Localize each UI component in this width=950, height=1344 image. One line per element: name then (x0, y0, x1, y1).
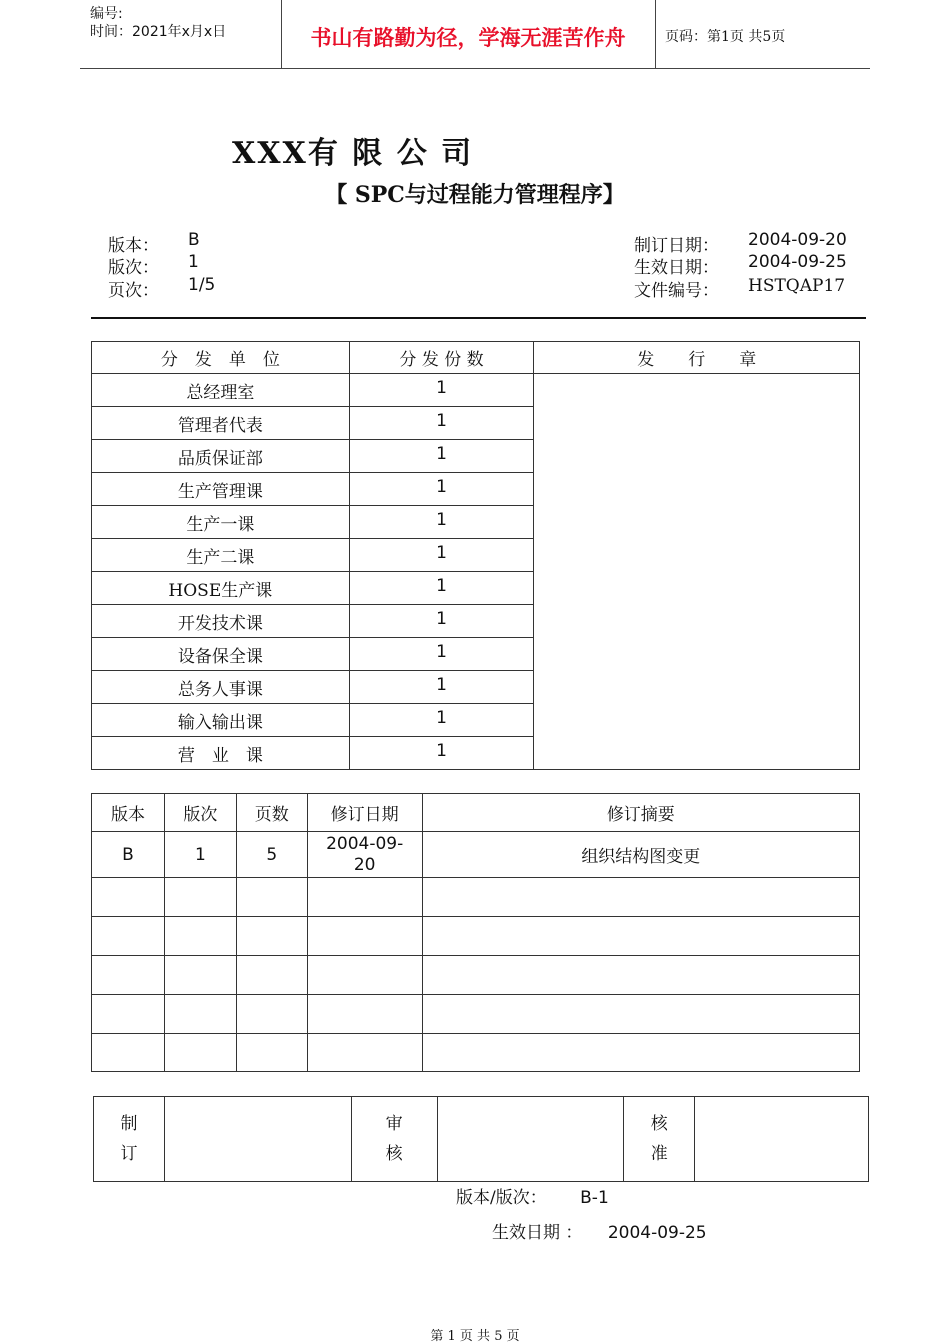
unit-cell: 品质保证部 (92, 440, 350, 473)
issue-date-label: 制订日期： (634, 236, 719, 256)
revision-value: 1 (188, 252, 199, 272)
serial-label: 编号: (90, 6, 123, 22)
page-header (80, 0, 870, 69)
copies-cell: 1 (349, 671, 534, 704)
revision-cell: 1 (164, 832, 236, 878)
document-title: 【 SPC与过程能力管理程序】 (325, 182, 625, 208)
copies-cell: 1 (349, 473, 534, 506)
header-pages: 页数 (236, 794, 307, 832)
footer-effective-value: 2004-09-25 (607, 1223, 707, 1243)
copies-cell: 1 (349, 605, 534, 638)
unit-cell: 总务人事课 (92, 671, 350, 704)
approval-table (93, 1096, 869, 1182)
version-cell: B (92, 832, 165, 878)
version-value: B (188, 230, 200, 250)
unit-cell: 生产二课 (92, 539, 350, 572)
unit-cell: 设备保全课 (92, 638, 350, 671)
footer-version-value: B-1 (580, 1188, 609, 1208)
table-row (92, 917, 860, 956)
unit-cell: 输入输出课 (92, 704, 350, 737)
time-label: 时间：2021年x月x日 (90, 24, 227, 40)
distribution-table (91, 341, 860, 770)
footer-effective-label: 生效日期 ： (492, 1223, 583, 1243)
header-unit: 分 发 单 位 (92, 342, 350, 374)
date-cell: 2004-09-20 (307, 832, 422, 878)
unit-cell: 营 业 课 (92, 737, 350, 770)
doc-no-label: 文件编号： (634, 281, 719, 301)
copies-cell: 1 (349, 539, 534, 572)
effective-date-value: 2004-09-25 (748, 252, 847, 272)
header-revision-summary: 修订摘要 (422, 794, 859, 832)
table-row (92, 1034, 860, 1072)
version-label: 版本： (108, 236, 159, 256)
table-header-row (92, 794, 860, 832)
copies-cell: 1 (349, 407, 534, 440)
review-signature-field[interactable] (437, 1097, 624, 1182)
header-copies: 分 发 份 数 (349, 342, 534, 374)
summary-cell: 组织结构图变更 (422, 832, 859, 878)
revision-history-table (91, 793, 860, 1072)
unit-cell: 生产一课 (92, 506, 350, 539)
copies-cell: 1 (349, 638, 534, 671)
copies-cell: 1 (349, 440, 534, 473)
table-header-row (92, 342, 860, 374)
page-code: 页码：第1页 共5页 (665, 29, 786, 45)
unit-cell: HOSE生产课 (92, 572, 350, 605)
unit-cell: 开发技术课 (92, 605, 350, 638)
copies-cell: 1 (349, 704, 534, 737)
pages-value: 1/5 (188, 275, 216, 295)
draft-signature-field[interactable] (164, 1097, 351, 1182)
header-revision-date: 修订日期 (307, 794, 422, 832)
header-seal: 发 行 章 (534, 342, 860, 374)
table-row (92, 956, 860, 995)
copies-cell: 1 (349, 737, 534, 770)
company-name: XXX有 限 公 司 (232, 136, 474, 171)
issue-date-value: 2004-09-20 (748, 230, 847, 250)
unit-cell: 生产管理课 (92, 473, 350, 506)
approve-signature-field[interactable] (695, 1097, 869, 1182)
header-revision: 版次 (164, 794, 236, 832)
table-row (92, 995, 860, 1034)
divider (91, 317, 866, 319)
revision-label: 版次： (108, 258, 159, 278)
issue-seal-area (534, 374, 860, 770)
header-version: 版本 (92, 794, 165, 832)
page-number-footer: 第 1 页 共 5 页 (430, 1329, 520, 1344)
copies-cell: 1 (349, 506, 534, 539)
pages-label: 页次： (108, 281, 159, 301)
header-info-cell (80, 0, 282, 68)
table-row (92, 832, 860, 878)
effective-date-label: 生效日期： (634, 258, 719, 278)
copies-cell: 1 (349, 572, 534, 605)
header-slogan-cell (281, 0, 656, 68)
doc-no-value: HSTQAP17 (748, 276, 846, 296)
footer-effective-date (492, 1218, 707, 1243)
header-page-cell (655, 0, 870, 68)
table-row (92, 374, 860, 407)
footer-version (456, 1183, 609, 1208)
copies-cell: 1 (349, 374, 534, 407)
table-row (92, 878, 860, 917)
draft-label: 制 订 (94, 1097, 165, 1182)
unit-cell: 总经理室 (92, 374, 350, 407)
slogan: 书山有路勤为径，学海无涯苦作舟 (310, 25, 626, 50)
approve-label: 核 准 (624, 1097, 695, 1182)
review-label: 审 核 (351, 1097, 437, 1182)
footer-version-label: 版本/版次： (456, 1188, 547, 1208)
pages-cell: 5 (236, 832, 307, 878)
unit-cell: 管理者代表 (92, 407, 350, 440)
